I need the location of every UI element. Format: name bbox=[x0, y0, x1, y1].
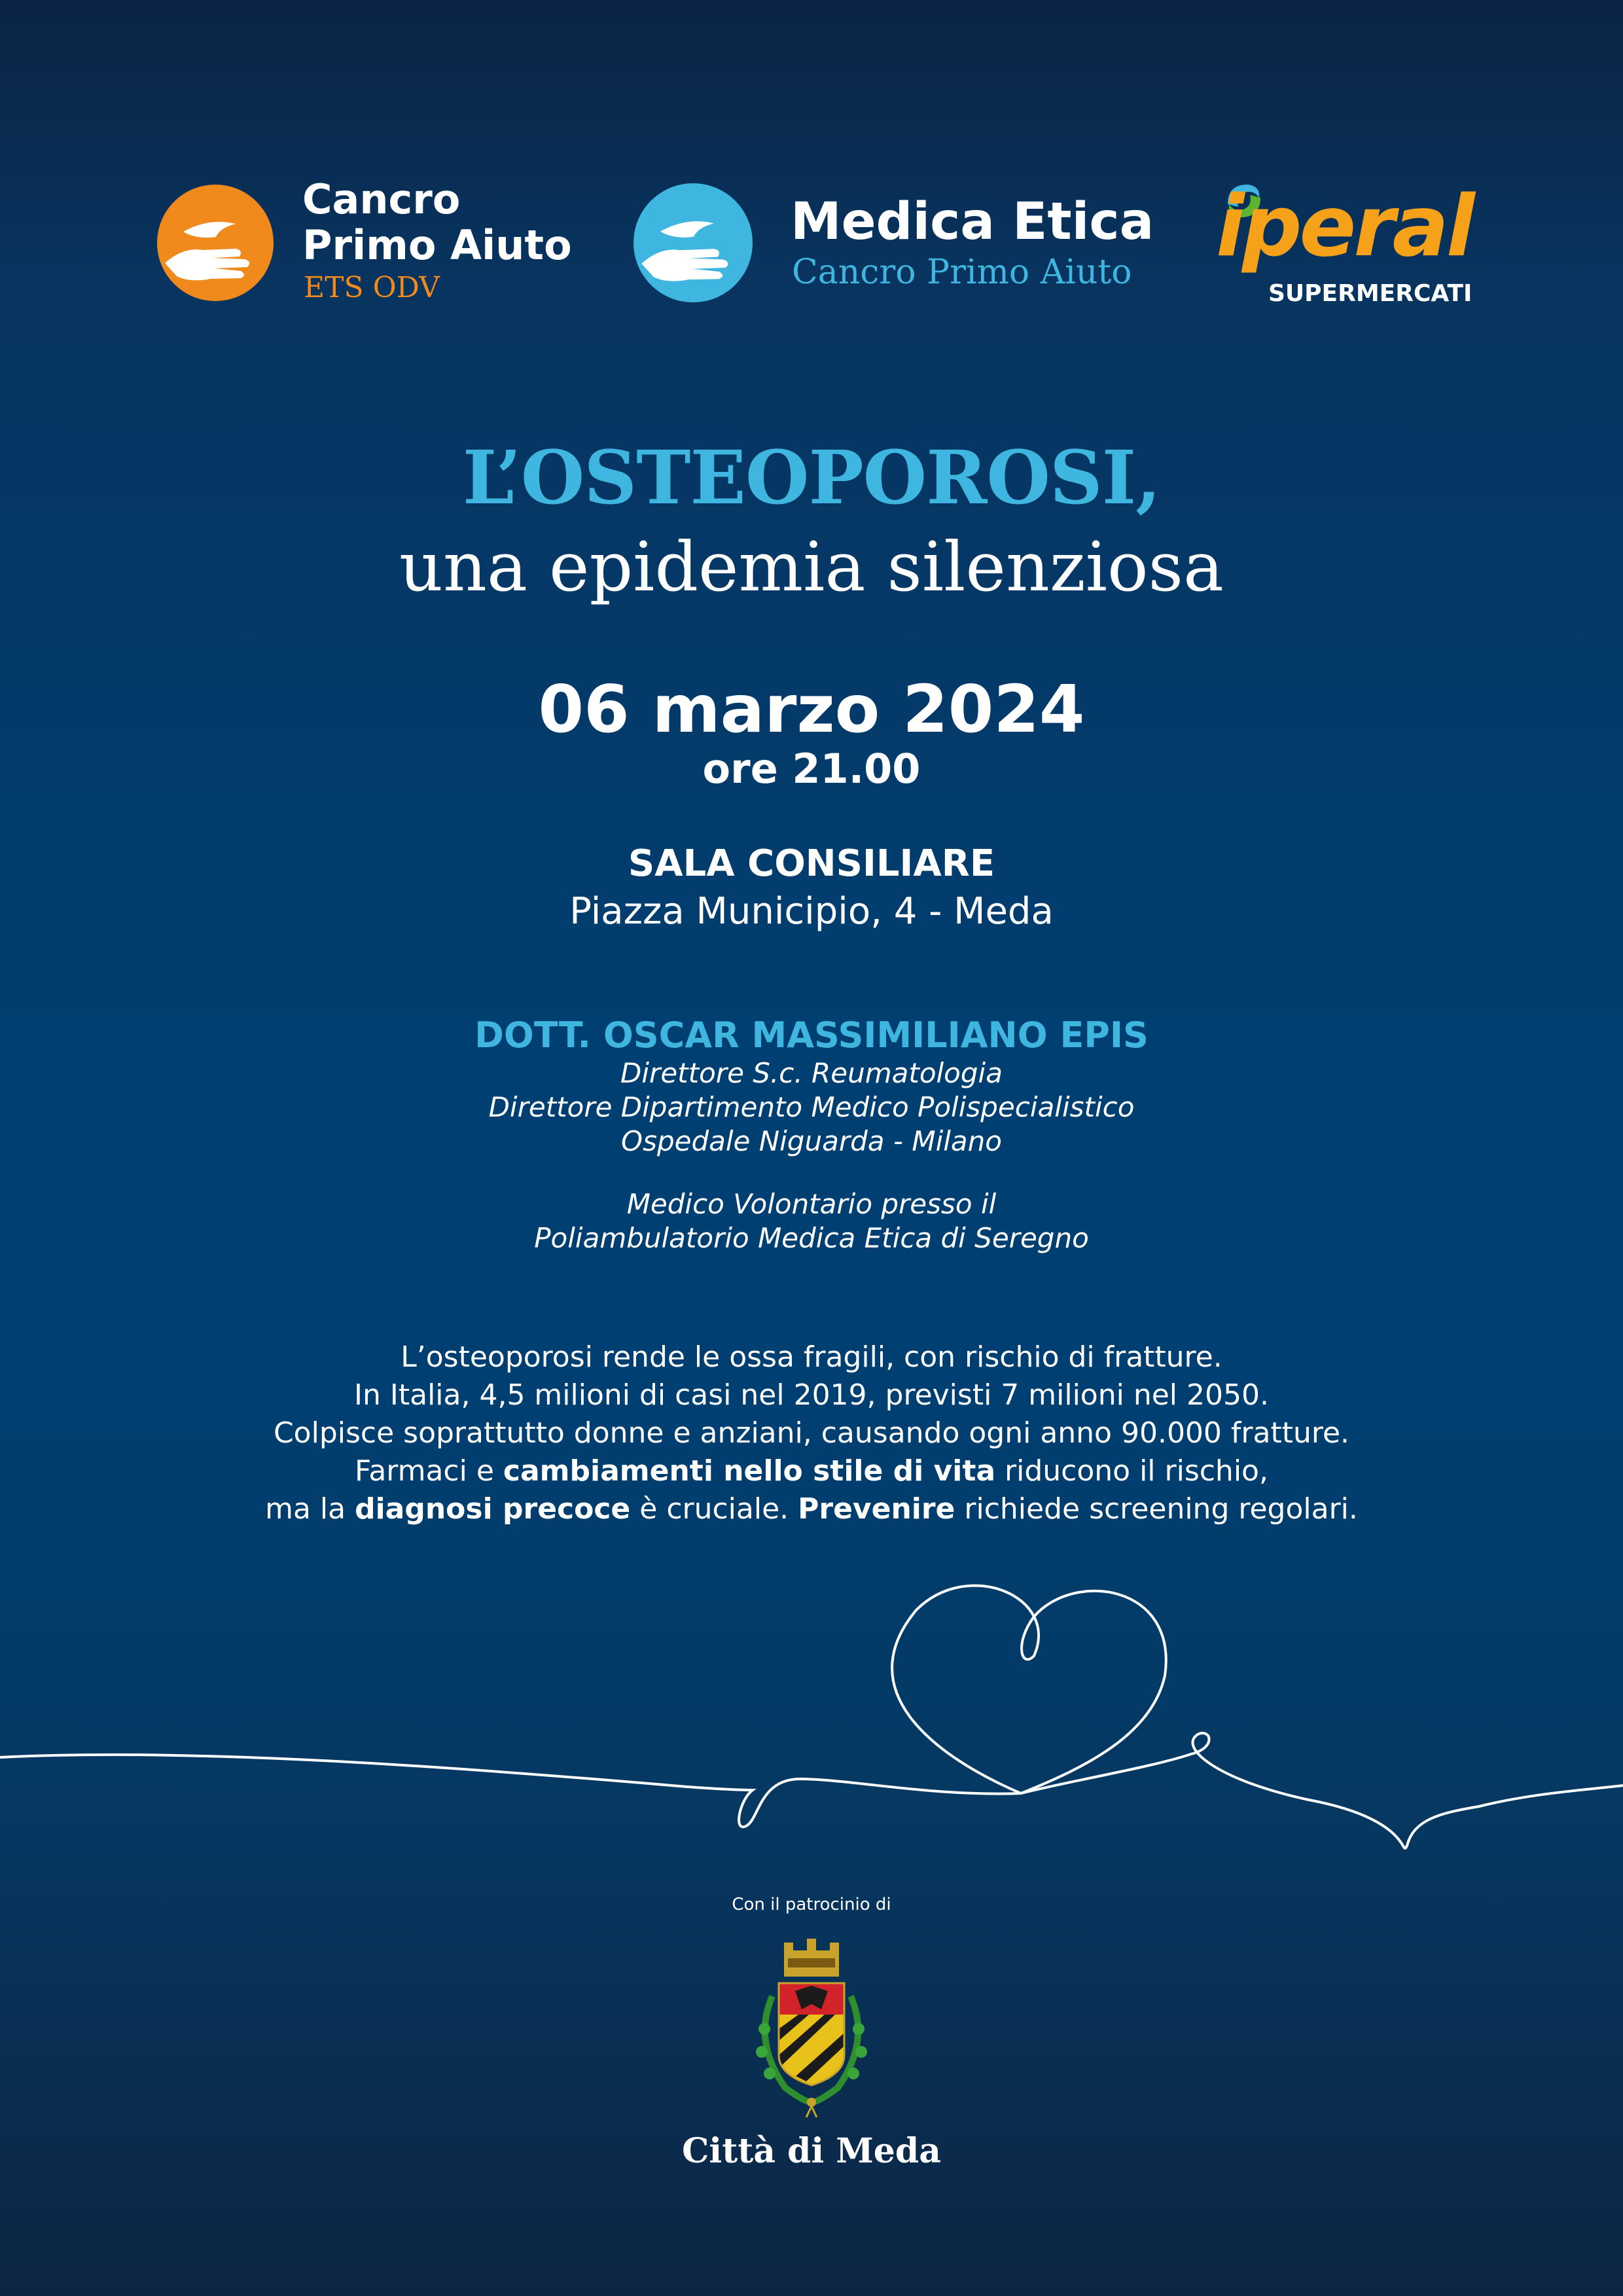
event-subtitle: una epidemia silenziosa bbox=[399, 527, 1224, 607]
cpa-line1: Cancro bbox=[302, 175, 461, 223]
hand-icon bbox=[633, 183, 753, 302]
description bbox=[0, 1338, 1623, 1528]
patronage-label: Con il patrocinio di bbox=[732, 1895, 891, 1914]
speaker-roles bbox=[0, 1056, 1623, 1158]
event-venue: SALA CONSILIARE bbox=[628, 842, 995, 885]
event-time: ore 21.00 bbox=[702, 745, 921, 793]
iperal-brand: iperal bbox=[1216, 178, 1472, 276]
speaker-role: Ospedale Niguarda - Milano bbox=[621, 1125, 1002, 1157]
medica-line2: Cancro Primo Aiuto bbox=[792, 253, 1132, 292]
description-line: ma la diagnosi precoce è cruciale. Prevenire richiede screening regolari. bbox=[265, 1492, 1358, 1526]
speaker-role: Direttore Dipartimento Medico Polispecialistico bbox=[488, 1091, 1135, 1123]
speaker-volunteer bbox=[0, 1187, 1623, 1255]
heart-line-icon bbox=[0, 1571, 1623, 1872]
cpa-line3: ETS ODV bbox=[304, 271, 440, 304]
cpa-line2: Primo Aiuto bbox=[302, 221, 572, 269]
speaker-name: DOTT. OSCAR MASSIMILIANO EPIS bbox=[474, 1014, 1149, 1056]
event-title: L’OSTEOPOROSI, bbox=[462, 435, 1161, 521]
hand-icon bbox=[157, 185, 274, 301]
medica-line1: Medica Etica bbox=[791, 192, 1154, 251]
volunteer-line: Poliambulatorio Medica Etica di Seregno bbox=[534, 1222, 1089, 1254]
description-line: L’osteoporosi rende le ossa fragili, con rischio di fratture. bbox=[401, 1340, 1222, 1374]
event-address: Piazza Municipio, 4 - Meda bbox=[569, 890, 1054, 933]
description-line: Colpisce soprattutto donne e anziani, causando ogni anno 90.000 fratture. bbox=[273, 1416, 1350, 1450]
speaker-role: Direttore S.c. Reumatologia bbox=[620, 1057, 1003, 1089]
description-line: Farmaci e cambiamenti nello stile di vita riducono il rischio, bbox=[355, 1454, 1268, 1488]
event-date: 06 marzo 2024 bbox=[538, 671, 1085, 747]
iperal-sub: SUPERMERCATI bbox=[1268, 280, 1472, 307]
city-name: Città di Meda bbox=[682, 2131, 941, 2171]
description-line: In Italia, 4,5 milioni di casi nel 2019, previsti 7 milioni nel 2050. bbox=[354, 1378, 1269, 1412]
coat-of-arms-icon bbox=[746, 1931, 877, 2121]
volunteer-line: Medico Volontario presso il bbox=[626, 1188, 997, 1220]
